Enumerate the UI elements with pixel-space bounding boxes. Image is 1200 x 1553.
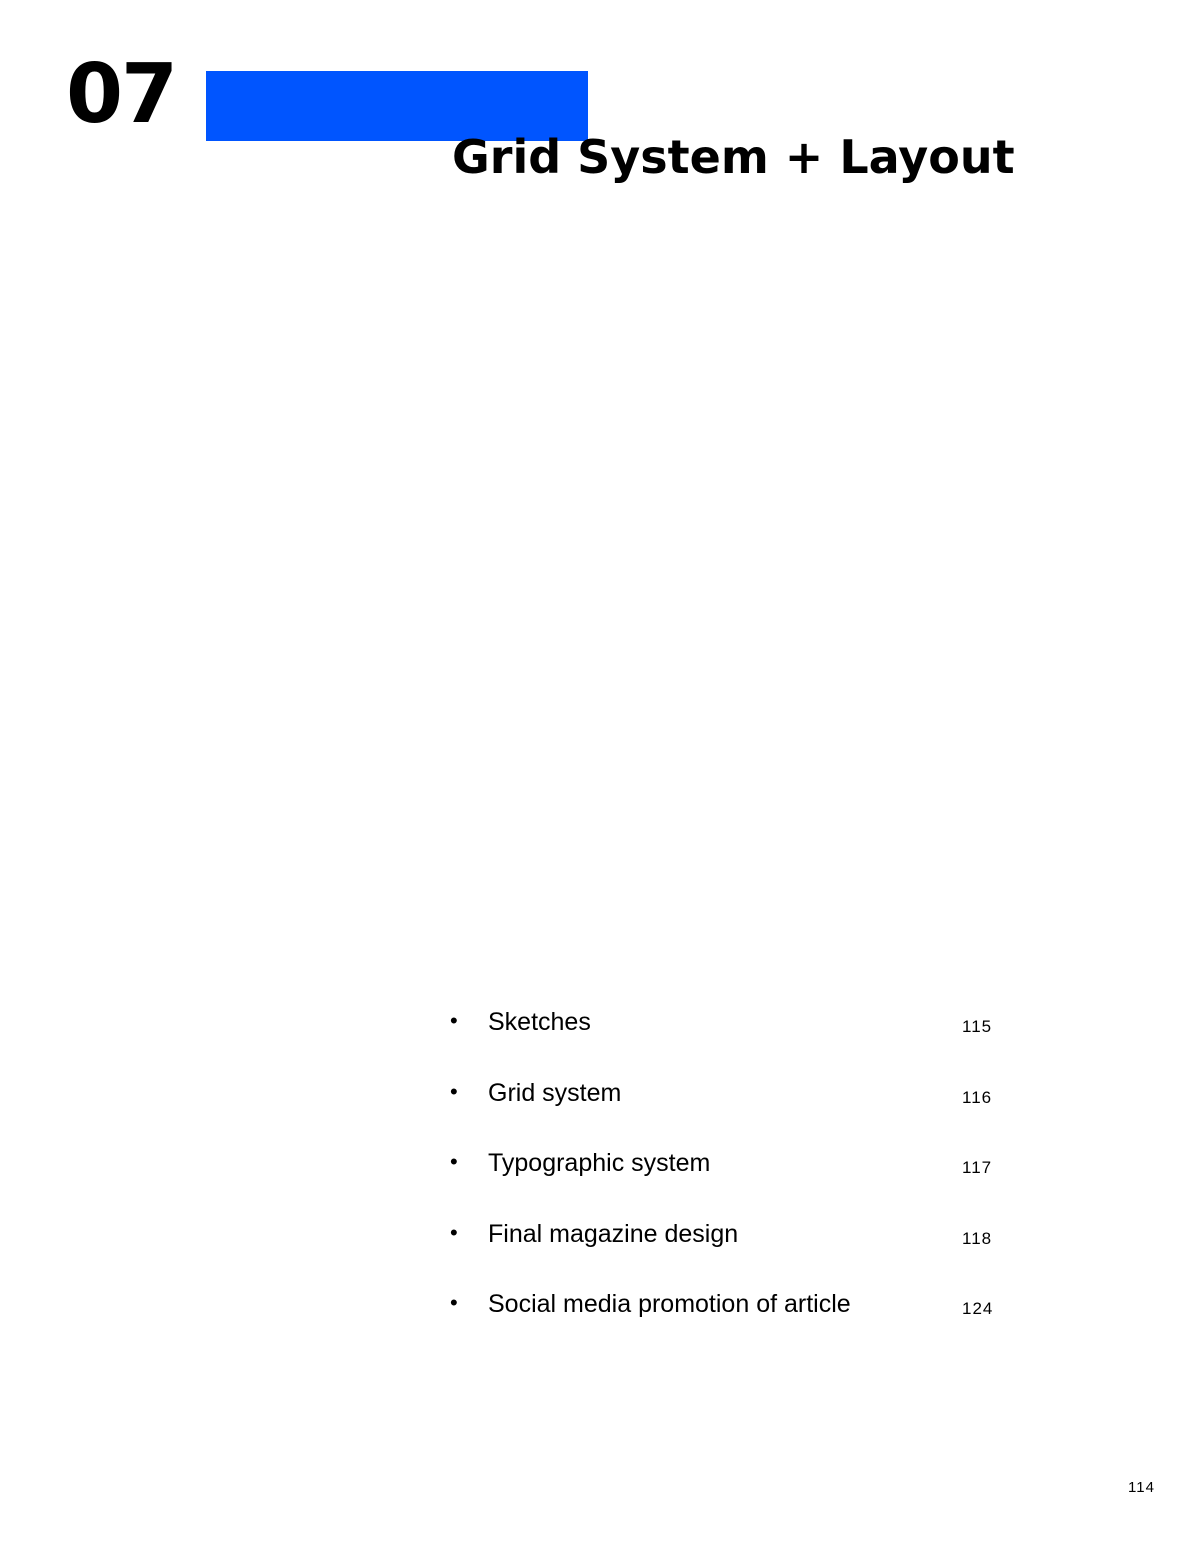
toc-item-typographic-system[interactable] <box>450 1147 1010 1218</box>
toc-item-label: Social media promotion of article <box>488 1290 851 1318</box>
bullet-icon: • <box>450 1008 458 1033</box>
toc-item-page: 117 <box>962 1158 993 1177</box>
bullet-icon: • <box>450 1149 458 1174</box>
toc-item-page: 124 <box>962 1299 994 1318</box>
table-of-contents <box>450 1006 1010 1359</box>
toc-item-page: 115 <box>962 1017 993 1036</box>
toc-item-sketches[interactable] <box>450 1006 1010 1077</box>
toc-item-label: Final magazine design <box>488 1219 739 1248</box>
toc-item-social-media-promotion[interactable] <box>450 1288 1010 1359</box>
bullet-icon: • <box>450 1219 458 1245</box>
toc-item-label: Sketches <box>488 1008 591 1036</box>
bullet-icon: • <box>450 1290 458 1315</box>
bullet-icon: • <box>450 1078 458 1104</box>
chapter-number: 07 <box>66 47 177 142</box>
toc-item-label: Typographic system <box>488 1149 711 1177</box>
page-number: 114 <box>1128 1479 1155 1496</box>
toc-item-grid-system[interactable] <box>450 1077 1010 1148</box>
toc-item-page: 118 <box>962 1228 993 1248</box>
toc-item-final-magazine-design[interactable] <box>450 1218 1010 1289</box>
toc-item-label: Grid system <box>488 1078 622 1107</box>
toc-item-page: 116 <box>962 1087 993 1107</box>
chapter-title: Grid System + Layout <box>452 130 1015 184</box>
